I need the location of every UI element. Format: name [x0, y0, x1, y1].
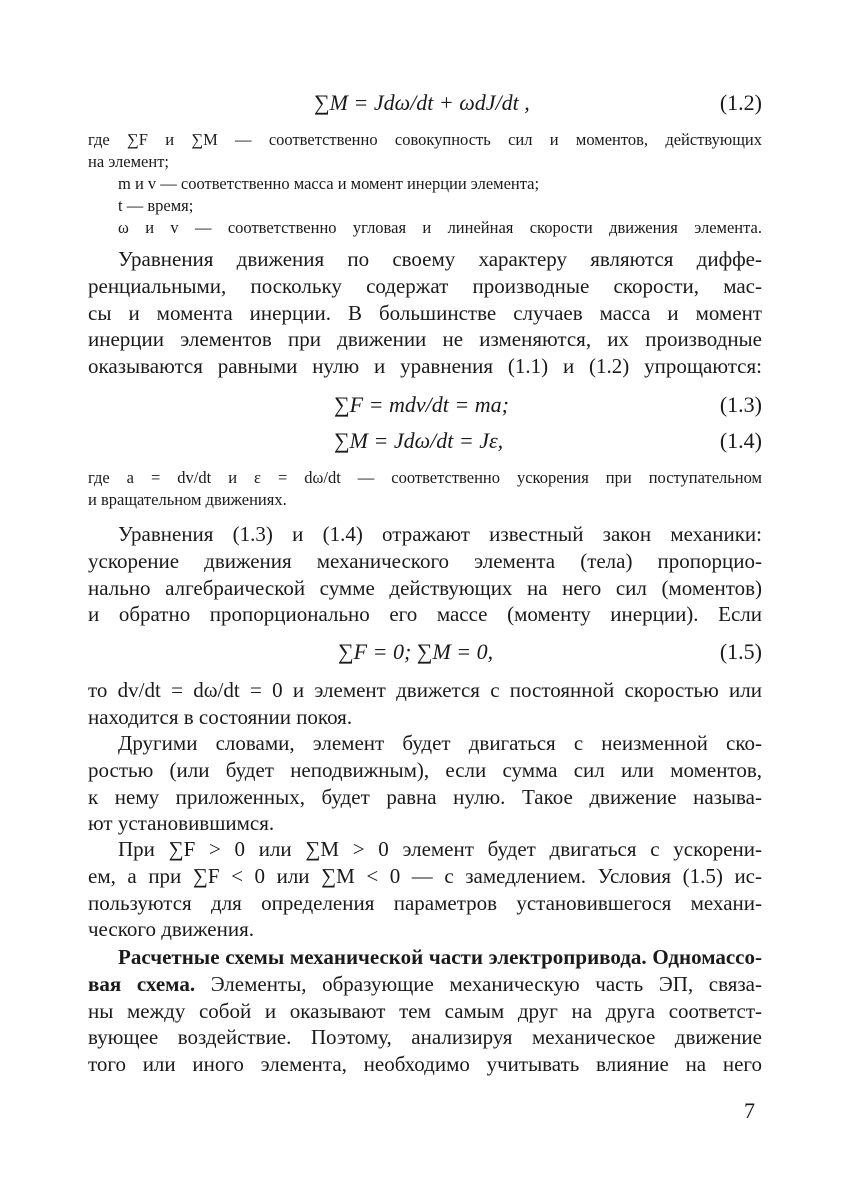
text-line: к нему приложенных, будет равна нулю. Такое движение называ-	[88, 784, 762, 809]
equation-number: (1.3)	[719, 392, 762, 417]
text-line: ускорение движения механического элемента (тела) пропорцио-	[88, 548, 762, 573]
text-line: и обратно пропорционально его массе (моменту инерции). Если	[88, 602, 762, 627]
formula: ∑F = 0; ∑M = 0,	[338, 639, 494, 664]
text-line: пользуются для определения параметров установившегося механи-	[88, 890, 762, 915]
text-line: то dv/dt = dω/dt = 0 и элемент движется с постоянной скоростью или	[88, 678, 762, 702]
text-line: и вращательном движениях.	[88, 490, 287, 509]
text-line: ем, а при ∑F < 0 или ∑M < 0 — с замедлением. Условия (1.5) ис-	[88, 863, 762, 888]
text-line: ют установившимся.	[88, 811, 275, 836]
paragraph-2	[88, 521, 762, 628]
equation-number: (1.5)	[719, 639, 762, 664]
text-line: Другими словами, элемент будет двигаться с неизменной ско-	[118, 731, 762, 755]
equation-number: (1.2)	[719, 90, 762, 115]
equation-1-4	[88, 426, 762, 456]
equation-1-3	[88, 390, 762, 420]
text-line: где ∑F и ∑M — соответственно совокупность сил и моментов, действующих	[88, 130, 762, 149]
paragraph-4	[88, 730, 762, 837]
text-line: ω и v — соответственно угловая и линейная скорости движения элемента.	[118, 218, 762, 237]
text-line: ческого движения.	[88, 917, 254, 942]
formula: ∑F = mdv/dt = ma;	[334, 392, 509, 417]
text-line: ростью (или будет неподвижным), если сумма сил или моментов,	[88, 757, 762, 782]
text-line: находится в состоянии покоя.	[88, 704, 353, 729]
text-line: оказываются равными нулю и уравнения (1.1) и (1.2) упрощаются:	[88, 354, 762, 378]
paragraph-6	[88, 944, 762, 1078]
text-line: ны между собой и оказывают тем самым друг на друга соответст-	[88, 998, 762, 1023]
paragraph-3	[88, 677, 762, 731]
text-line: m и v — соответственно масса и момент инерции элемента;	[118, 174, 540, 193]
where-clause-1	[88, 129, 762, 239]
text-line: сы и момента инерции. В большинстве случаев масса и момент	[88, 300, 762, 325]
text-line: нально алгебраической сумме действующих на него сил (моментов)	[88, 575, 762, 600]
text-line: Уравнения движения по своему характеру являются диффе-	[118, 247, 762, 271]
formula: ∑M = Jdω/dt = Jε,	[334, 428, 504, 453]
paragraph-5	[88, 836, 762, 943]
section-heading: вая схема.	[88, 971, 196, 996]
text-line: Уравнения (1.3) и (1.4) отражают известный закон механики:	[118, 522, 762, 546]
where-clause-2	[88, 467, 762, 511]
text-line: того или иного элемента, необходимо учитывать влияние на него	[88, 1052, 762, 1076]
equation-1-5	[88, 637, 762, 667]
section-heading: Расчетные схемы механической части электропривода. Одномассо-	[118, 945, 762, 969]
text-line: где a = dv/dt и ε = dω/dt — соответственно ускорения при поступательном	[88, 468, 762, 487]
text-line: инерции элементов при движении не изменяются, их производные	[88, 327, 762, 352]
text-line: При ∑F > 0 или ∑M > 0 элемент будет двигаться с ускорени-	[118, 837, 762, 861]
formula: ∑M = Jdω/dt + ωdJ/dt ,	[314, 90, 530, 115]
page-number: 7	[744, 1098, 755, 1123]
text-span: Элементы, образующие механическую часть ЭП, связа-	[195, 971, 762, 996]
paragraph-1	[88, 246, 762, 380]
equation-number: (1.4)	[719, 428, 762, 453]
text-line: вующее воздействие. Поэтому, анализируя механическое движение	[88, 1025, 762, 1050]
equation-1-2	[88, 88, 762, 118]
text-line: t — время;	[118, 196, 194, 215]
text-line: на элемент;	[88, 152, 170, 171]
text-line: ренциальными, поскольку содержат производные скорости, мас-	[88, 273, 762, 298]
